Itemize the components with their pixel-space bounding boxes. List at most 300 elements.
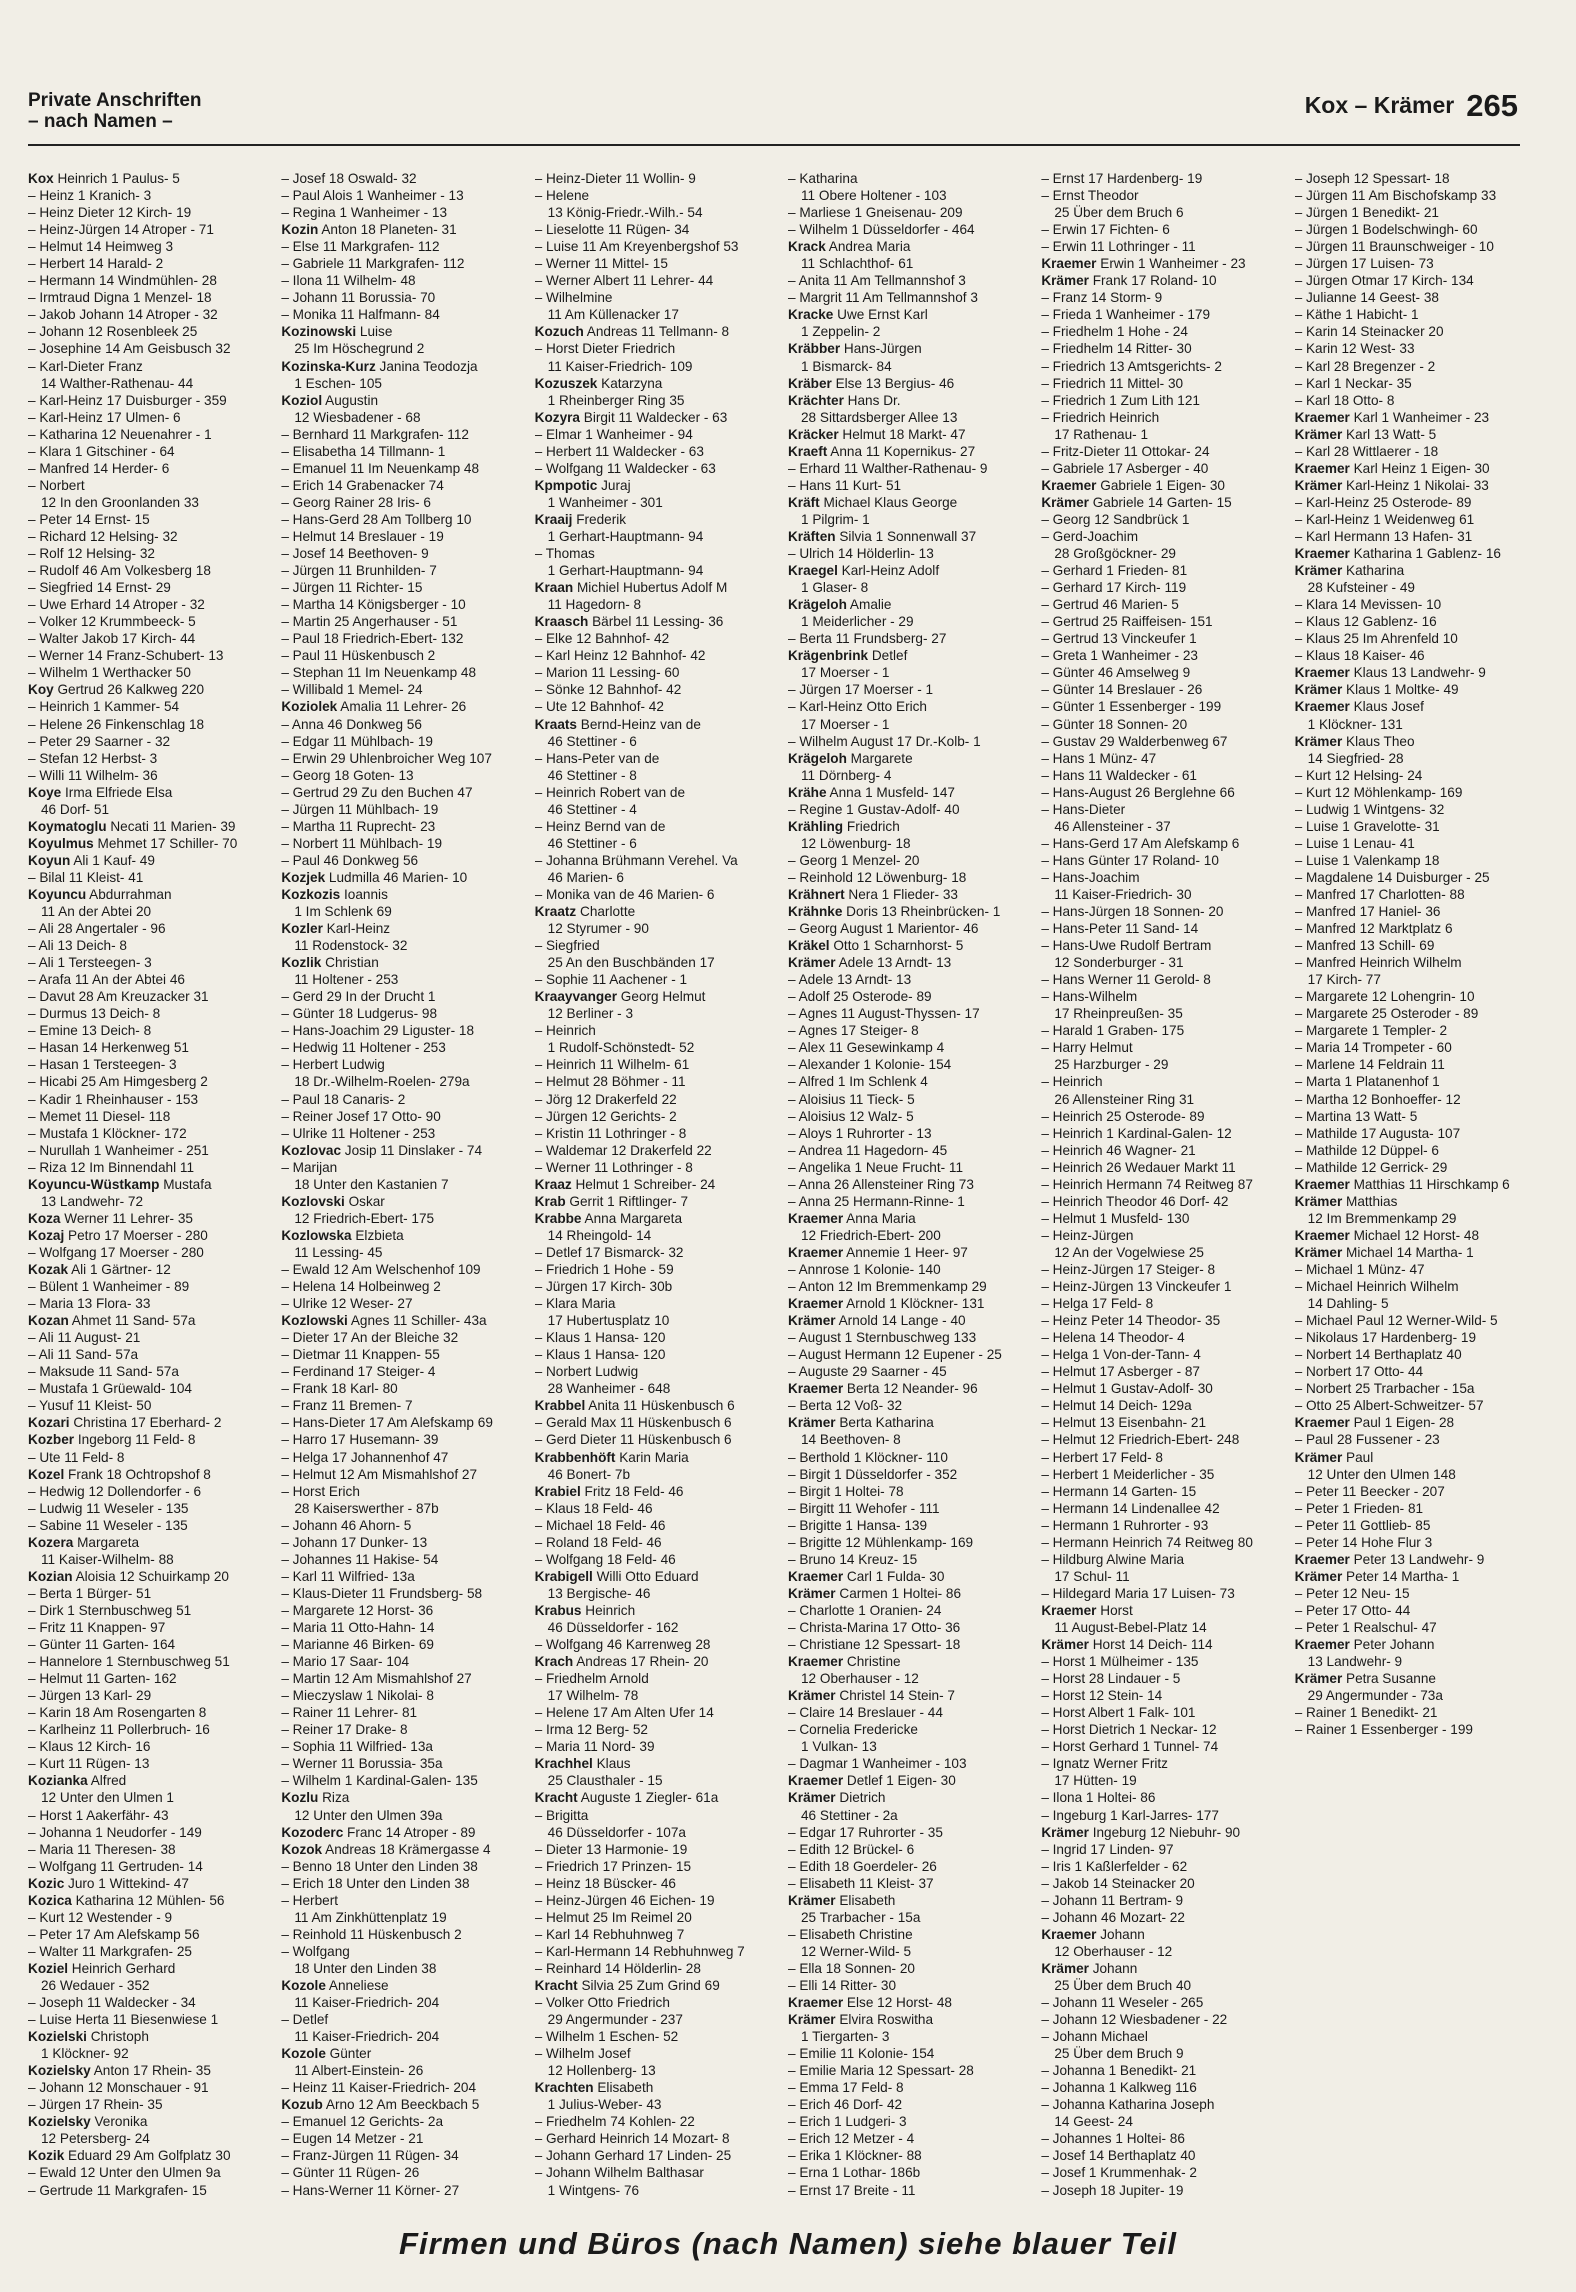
entry-text: Alfred <box>87 1773 127 1789</box>
entry-text: – Birgitt 11 Wehofer - 111 <box>787 1500 940 1516</box>
entry-address-continuation: 18 Unter den Kastanien 7 <box>294 1176 449 1192</box>
directory-entry <box>281 545 512 562</box>
entry-text: – Hans-Dieter <box>1041 801 1126 817</box>
entry-text: Ali 1 Gärtner- 12 <box>68 1262 171 1277</box>
directory-entry <box>28 1755 259 1772</box>
entry-text: – Ali 28 Angertaler - 96 <box>28 921 166 937</box>
directory-entry <box>28 1568 259 1585</box>
directory-entry <box>788 1039 1019 1056</box>
directory-entry <box>28 255 259 272</box>
entry-surname: Kozielski <box>28 2029 87 2045</box>
entry-text: – Hasan 1 Tersteegen- 3 <box>28 1057 177 1073</box>
entry-text: – Hermann 1 Ruhrorter - 93 <box>1041 1517 1209 1533</box>
entry-text: – Paul 18 Canaris- 2 <box>281 1091 406 1107</box>
directory-entry <box>28 409 259 426</box>
entry-text: Annemie 1 Heer- 97 <box>843 1244 968 1260</box>
entry-text: – Stefan 12 Herbst- 3 <box>28 750 158 766</box>
entry-text: – Gertrud 29 Zu den Buchen 47 <box>281 784 473 800</box>
entry-text: Michiel Hubertus Adolf M <box>573 580 728 596</box>
directory-entry <box>281 460 512 477</box>
entry-surname: Krähe <box>787 784 827 800</box>
directory-entry <box>1041 1551 1272 1585</box>
entry-text: – Andrea 11 Hagedorn- 45 <box>787 1142 948 1158</box>
directory-entry <box>281 1431 512 1448</box>
entry-surname: Kozari <box>28 1415 70 1431</box>
directory-entry <box>1295 869 1526 886</box>
entry-text: – Jörg 12 Drakerfeld 22 <box>534 1091 677 1107</box>
directory-entry <box>535 1960 766 1977</box>
entry-text: – Sophia 11 Wilfried- 13a <box>281 1739 433 1755</box>
entry-address-continuation: 1 Im Schlenk 69 <box>294 904 392 920</box>
entry-text: – Emanuel 11 Im Neuenkamp 48 <box>281 460 480 476</box>
directory-entry <box>788 937 1019 954</box>
directory-entry <box>28 716 259 733</box>
directory-entry <box>1041 1278 1272 1295</box>
entry-text: – Ute 12 Bahnhof- 42 <box>534 699 664 715</box>
directory-entry <box>535 1721 766 1738</box>
entry-text: – Manfred 14 Herder- 6 <box>28 460 170 476</box>
entry-address-continuation: 12 Sonderburger - 31 <box>1054 955 1184 971</box>
directory-entry <box>788 1875 1019 1892</box>
directory-entry <box>788 1926 1019 1960</box>
directory-entry <box>28 681 259 698</box>
directory-entry <box>788 170 1019 204</box>
entry-surname: Krämer <box>787 1688 836 1704</box>
directory-entry <box>788 1005 1019 1022</box>
entry-text: – Ludwig 11 Weseler - 135 <box>28 1500 189 1516</box>
entry-text: – Berthold 1 Klöckner- 110 <box>787 1449 948 1465</box>
directory-entry <box>281 698 512 715</box>
entry-text: – Heinrich 1 Kardinal-Galen- 12 <box>1041 1125 1232 1141</box>
entry-text: – Johann 12 Wiesbadener - 22 <box>1041 2012 1228 2028</box>
entry-address-continuation: 1 Zeppelin- 2 <box>800 324 881 340</box>
directory-entry <box>28 306 259 323</box>
entry-address-continuation: 11 Am Zinkhüttenplatz 19 <box>294 1909 447 1925</box>
directory-entry <box>788 2164 1019 2181</box>
entry-text: – Martin 12 Am Mismahlshof 27 <box>281 1671 472 1687</box>
directory-entry <box>1295 358 1526 375</box>
directory-entry <box>1041 1807 1272 1824</box>
directory-entry <box>28 886 259 920</box>
entry-surname: Krämer <box>1294 733 1343 749</box>
entry-text: – Luise 1 Gravelotte- 31 <box>1294 818 1440 834</box>
entry-text: – Margarete 1 Templer- 2 <box>1294 1023 1448 1039</box>
entry-text: – Hans 11 Kurt- 51 <box>787 477 902 493</box>
directory-entry <box>1041 1346 1272 1363</box>
entry-text: – Helga 17 Johannenhof 47 <box>281 1449 449 1465</box>
entry-text: – Elmar 1 Wanheimer - 94 <box>534 426 693 442</box>
entry-address-continuation: 17 Hubertusplatz 10 <box>547 1313 670 1329</box>
directory-entry <box>281 920 512 954</box>
entry-text: – Manfred 13 Schill- 69 <box>1294 938 1435 954</box>
directory-entry <box>535 903 766 937</box>
entry-text: – Maria 14 Trompeter - 60 <box>1294 1040 1452 1056</box>
directory-entry <box>1295 1602 1526 1619</box>
directory-entry <box>1295 1056 1526 1073</box>
entry-text: – Helmut 17 Asberger - 87 <box>1041 1364 1200 1380</box>
entry-text: Hans Dr. <box>843 392 901 408</box>
directory-entry <box>1295 1073 1526 1090</box>
directory-entry <box>788 750 1019 784</box>
entry-text: Peter 13 Landwehr- 9 <box>1349 1551 1485 1567</box>
entry-text: Matthias 11 Hirschkamp 6 <box>1349 1176 1510 1192</box>
entry-surname: Krämer <box>1294 426 1343 442</box>
entry-address-continuation: 12 Oberhauser - 12 <box>800 1671 919 1687</box>
entry-surname: Kozinowski <box>281 324 357 340</box>
entry-text: – Erwin 29 Uhlenbroicher Weg 107 <box>281 750 492 766</box>
entry-text: – Helene 26 Finkenschlag 18 <box>28 716 205 732</box>
entry-text: – Kristin 11 Lothringer - 8 <box>534 1125 687 1141</box>
directory-entry <box>788 477 1019 494</box>
directory-entry <box>1295 221 1526 238</box>
directory-entry <box>1041 340 1272 357</box>
directory-entry <box>1041 460 1272 477</box>
entry-text: Friedrich <box>843 818 900 834</box>
directory-entry <box>1295 1091 1526 1108</box>
entry-address-continuation: 1 Julius-Weber- 43 <box>547 2097 662 2113</box>
entry-text: – Herbert Ludwig <box>281 1057 385 1073</box>
directory-entry <box>281 1261 512 1278</box>
directory-entry <box>788 784 1019 801</box>
directory-entry <box>281 1039 512 1056</box>
entry-text: Karl-Heinz Adolf <box>837 563 940 579</box>
directory-entry <box>28 937 259 954</box>
directory-entry <box>281 596 512 613</box>
entry-address-continuation: 14 Siegfried- 28 <box>1307 750 1404 766</box>
entry-text: – Norbert <box>28 477 85 493</box>
directory-entry <box>535 1704 766 1721</box>
entry-address-continuation: 11 Kaiser-Friedrich- 204 <box>294 1995 440 2011</box>
directory-entry <box>535 1994 766 2028</box>
entry-text: Margarete <box>846 750 913 766</box>
directory-entry <box>28 2113 259 2147</box>
entry-text: – Jürgen 11 Am Bischofskamp 33 <box>1294 188 1497 204</box>
directory-entry <box>281 187 512 204</box>
entry-text: – Norbert 25 Trarbacher - 15a <box>1294 1381 1475 1397</box>
directory-entry <box>788 1176 1019 1193</box>
entry-text: Helmut 18 Markt- 47 <box>838 426 966 442</box>
directory-entry <box>28 1176 259 1210</box>
entry-text: – Horst 28 Lindauer - 5 <box>1041 1671 1181 1687</box>
entry-address-continuation: 12 Wiesbadener - 68 <box>294 409 421 425</box>
directory-entry <box>788 392 1019 426</box>
entry-surname: Krämer <box>1294 682 1343 698</box>
entry-surname: Krämer <box>787 955 836 971</box>
directory-entry <box>281 647 512 664</box>
entry-address-continuation: 1 Eschen- 105 <box>294 375 382 391</box>
entry-text: – Hildegard Maria 17 Luisen- 73 <box>1041 1585 1235 1601</box>
entry-text: – Karl-Hermann 14 Rebhuhnweg 7 <box>534 1943 745 1959</box>
entry-text: – Elisabetha 14 Tillmann- 1 <box>281 443 446 459</box>
directory-entry <box>1041 1142 1272 1159</box>
directory-entry <box>535 1397 766 1414</box>
directory-entry <box>28 238 259 255</box>
entry-text: – Brigitte 12 Mühlenkamp- 169 <box>787 1534 974 1550</box>
entry-text: – Johann 12 Monschauer - 91 <box>28 2080 209 2096</box>
directory-entry <box>281 1653 512 1670</box>
directory-entry <box>1295 630 1526 647</box>
directory-entry <box>535 1056 766 1073</box>
entry-text: – Horst Dieter Friedrich <box>534 341 676 357</box>
entry-surname: Kraemer <box>787 1381 844 1397</box>
entry-text: Christina 17 Eberhard- 2 <box>69 1415 222 1431</box>
directory-entry <box>1295 1363 1526 1380</box>
entry-text: – Klaus 18 Feld- 46 <box>534 1500 653 1516</box>
directory-entry <box>281 1551 512 1568</box>
entry-address-continuation: 25 Über dem Bruch 40 <box>1054 1977 1192 1993</box>
entry-text: – Emilie Maria 12 Spessart- 28 <box>787 2063 974 2079</box>
entry-text: – Anna 25 Hermann-Rinne- 1 <box>787 1193 965 1209</box>
directory-entry <box>788 1636 1019 1653</box>
directory-entry <box>535 1091 766 1108</box>
directory-entry <box>281 306 512 323</box>
entry-text: – Helmut 14 Deich- 129a <box>1041 1398 1192 1414</box>
directory-entry <box>535 1892 766 1909</box>
entry-text: – Ernst 17 Breite - 11 <box>787 2182 916 2198</box>
entry-surname: Kozan <box>28 1313 69 1329</box>
footer-note: Firmen und Büros (nach Namen) siehe blauer Teil <box>399 2226 1177 2261</box>
directory-entry <box>28 204 259 221</box>
directory-entry <box>535 1755 766 1789</box>
entry-text: – Manfred 17 Haniel- 36 <box>1294 904 1441 920</box>
entry-address-continuation: 28 Großgöckner- 29 <box>1054 546 1176 562</box>
directory-entry <box>535 170 766 187</box>
directory-entry <box>28 1005 259 1022</box>
entry-text: – Friedhelm 74 Kohlen- 22 <box>534 2114 695 2130</box>
entry-text: – Michael 1 Münz- 47 <box>1294 1262 1425 1277</box>
entry-text: Petra Susanne <box>1342 1671 1436 1687</box>
entry-text: – Irma 12 Berg- 52 <box>534 1722 648 1738</box>
directory-entry <box>28 613 259 630</box>
entry-address-continuation: 14 Geest- 24 <box>1054 2114 1133 2130</box>
entry-text: – Wilhelm 1 Düsseldorfer - 464 <box>787 222 975 238</box>
entry-surname: Kraemer <box>787 1210 844 1226</box>
entry-text: – Heinrich 25 Osterode- 89 <box>1041 1108 1205 1124</box>
directory-entry <box>1041 1602 1272 1636</box>
directory-entry <box>788 562 1019 596</box>
entry-text: – Eugen 14 Metzer - 21 <box>281 2131 424 2147</box>
entry-address-continuation: 11 Lessing- 45 <box>294 1244 383 1260</box>
section-title-line1: Private Anschriften <box>28 90 202 111</box>
entry-text: – Volker 12 Krummbeeck- 5 <box>28 614 196 630</box>
entry-text: Ali 1 Kauf- 49 <box>70 852 155 868</box>
entry-text: – Willi 11 Wilhelm- 36 <box>28 767 158 783</box>
entry-text: – Mustafa 1 Klöckner- 172 <box>28 1125 187 1141</box>
entry-surname: Kozlovac <box>281 1142 342 1158</box>
entry-text: – Heinz-Jürgen 14 Atroper - 71 <box>28 222 214 238</box>
directory-entry <box>535 784 766 818</box>
entry-text: – Yusuf 11 Kleist- 50 <box>28 1398 152 1414</box>
entry-text: – Heinrich <box>534 1023 596 1039</box>
entry-surname: Kraemer <box>1294 1637 1350 1653</box>
entry-text: – Jürgen 11 Braunschweiger - 10 <box>1294 239 1494 255</box>
entry-text: – Wilhelm August 17 Dr.-Kolb- 1 <box>787 733 981 749</box>
directory-entry <box>788 954 1019 971</box>
entry-surname: Kräft <box>787 494 820 510</box>
entry-surname: Kozole <box>281 2046 326 2062</box>
directory-entry <box>535 2079 766 2113</box>
entry-text: – Nikolaus 17 Hardenberg- 19 <box>1294 1330 1476 1346</box>
directory-entry <box>1041 1227 1272 1261</box>
directory-entry <box>535 2164 766 2198</box>
entry-text: – Karl 28 Wittlaerer - 18 <box>1294 443 1439 459</box>
directory-entry <box>28 460 259 477</box>
directory-entry <box>788 1977 1019 1994</box>
entry-text: – Horst 1 Aakerfähr- 43 <box>28 1807 169 1823</box>
entry-text: – Heinrich 1 Kammer- 54 <box>28 699 180 715</box>
entry-address-continuation: 13 König-Friedr.-Wilh.- 54 <box>547 205 703 221</box>
directory-entry <box>281 716 512 733</box>
entry-surname: Krägenbrink <box>787 648 869 664</box>
entry-text: – Reinhold 11 Hüskenbusch 2 <box>281 1926 462 1942</box>
directory-entry <box>281 1534 512 1551</box>
entry-text: – Hans-Joachim 29 Liguster- 18 <box>281 1023 475 1039</box>
entry-text: – Gertrude 11 Markgrafen- 15 <box>28 2182 207 2198</box>
entry-text: Detlef <box>868 648 908 664</box>
entry-text: – Norbert 17 Otto- 44 <box>1294 1364 1424 1380</box>
entry-text: – Marion 11 Lessing- 60 <box>534 665 680 681</box>
directory-entry <box>1041 1466 1272 1483</box>
entry-surname: Koziel <box>28 1960 69 1976</box>
entry-text: – Fritz 11 Knappen- 97 <box>28 1619 166 1635</box>
entry-surname: Koy <box>28 682 54 698</box>
entry-text: Oskar <box>344 1193 385 1209</box>
directory-entry <box>28 2011 259 2028</box>
entry-text: – Ernst 17 Hardenberg- 19 <box>1041 171 1203 186</box>
entry-text: – Birgit 1 Düsseldorfer - 352 <box>787 1466 958 1482</box>
entry-text: – Günter 18 Ludgerus- 98 <box>281 1006 438 1022</box>
entry-surname: Kozlovski <box>281 1193 345 1209</box>
entry-surname: Kozel <box>28 1466 65 1482</box>
entry-text: Veronika <box>90 2114 148 2130</box>
entry-text: – Erhard 11 Walther-Rathenau- 9 <box>787 460 988 476</box>
entry-text: – Johann 46 Ahorn- 5 <box>281 1517 412 1533</box>
entry-address-continuation: 12 Friedrich-Ebert- 200 <box>800 1227 941 1243</box>
entry-text: Irma Elfriede Elsa <box>61 784 173 800</box>
entry-text: Petro 17 Moerser - 280 <box>64 1227 208 1243</box>
entry-text: – Joseph 11 Waldecker - 34 <box>28 1995 196 2011</box>
directory-entry <box>281 1056 512 1090</box>
directory-entry <box>1041 1534 1272 1551</box>
directory-entry <box>28 1483 259 1500</box>
directory-entry <box>788 2045 1019 2062</box>
entry-surname: Krämer <box>1041 1960 1089 1976</box>
entry-text: – Wolfgang 18 Feld- 46 <box>534 1551 676 1567</box>
directory-entry <box>535 1022 766 1056</box>
entry-text: – Arafa 11 An der Abtei 46 <box>28 972 185 988</box>
entry-address-continuation: 46 Stettiner - 8 <box>547 767 637 783</box>
directory-entry <box>535 1142 766 1159</box>
entry-text: – Dieter 17 An der Bleiche 32 <box>281 1330 459 1346</box>
entry-surname: Kozinska-Kurz <box>281 358 376 374</box>
directory-entry <box>788 1244 1019 1261</box>
directory-entry <box>535 1977 766 1994</box>
entry-text: – Rolf 12 Helsing- 32 <box>28 546 155 562</box>
entry-surname: Krabbe <box>534 1210 582 1226</box>
entry-text: – Margarete 25 Osteroder - 89 <box>1294 1006 1479 1022</box>
entry-text: – Hans-Peter van de <box>534 750 660 766</box>
entry-surname: Krämer <box>1294 1244 1343 1260</box>
directory-entry <box>788 2079 1019 2096</box>
entry-text: – Horst Albert 1 Falk- 101 <box>1041 1705 1196 1721</box>
directory-entry <box>281 1858 512 1875</box>
entry-text: – Martha 14 Königsberger - 10 <box>281 597 466 613</box>
directory-entry <box>1295 1193 1526 1227</box>
directory-entry <box>1295 392 1526 409</box>
directory-entry <box>1041 323 1272 340</box>
entry-text: – Horst 12 Stein- 14 <box>1041 1688 1163 1704</box>
entry-text: – Karl-Heinz Otto Erich <box>787 699 927 715</box>
entry-text: – Karin 14 Steinacker 20 <box>1294 324 1444 340</box>
directory-entry <box>281 1193 512 1227</box>
entry-surname: Kraats <box>534 716 577 732</box>
entry-text: – Hildburg Alwine Maria <box>1041 1551 1185 1567</box>
entry-text: – Jürgen Otmar 17 Kirch- 134 <box>1294 273 1474 289</box>
entry-text: – Otto 25 Albert-Schweitzer- 57 <box>1294 1398 1484 1414</box>
entry-text: – Kurt 12 Westender - 9 <box>28 1909 173 1925</box>
directory-entry <box>1041 1397 1272 1414</box>
entry-text: – Helene 17 Am Alten Ufer 14 <box>534 1705 714 1721</box>
directory-entry <box>1041 1721 1272 1738</box>
directory-entry <box>1041 596 1272 613</box>
entry-text: – Klaus 1 Hansa- 120 <box>534 1347 666 1363</box>
directory-entry <box>1041 784 1272 801</box>
directory-entry <box>788 204 1019 221</box>
entry-surname: Kozber <box>28 1432 75 1448</box>
entry-text: – Klaus 12 Gablenz- 16 <box>1294 614 1437 630</box>
directory-entry <box>788 443 1019 460</box>
directory-entry <box>281 2164 512 2181</box>
entry-text: – Bruno 14 Kreuz- 15 <box>787 1551 918 1567</box>
directory-entry <box>1295 664 1526 681</box>
entry-text: Frank 18 Ochtropshof 8 <box>64 1466 211 1482</box>
entry-text: – Klaus 12 Kirch- 16 <box>28 1739 151 1755</box>
entry-text: – Peter 12 Neu- 15 <box>1294 1585 1410 1601</box>
directory-entry <box>788 971 1019 988</box>
entry-text: Bernd-Heinz van de <box>576 716 701 732</box>
entry-surname: Kozoderc <box>281 1824 344 1840</box>
directory-entry <box>788 647 1019 681</box>
entry-text: – Gerhard 1 Frieden- 81 <box>1041 563 1188 579</box>
entry-address-continuation: 46 Dorf- 51 <box>41 801 110 817</box>
entry-text: – Klaus 18 Kaiser- 46 <box>1294 648 1425 664</box>
directory-entry <box>1295 1329 1526 1346</box>
entry-text: Uwe Ernst Karl <box>833 307 928 323</box>
entry-text: Ingeborg 11 Feld- 8 <box>74 1432 196 1448</box>
entry-text: – Klaus 1 Hansa- 120 <box>534 1330 666 1346</box>
directory-entry <box>1295 835 1526 852</box>
entry-address-continuation: 26 Allensteiner Ring 31 <box>1054 1091 1195 1107</box>
directory-entry <box>281 1568 512 1585</box>
directory-entry <box>1295 545 1526 562</box>
directory-entry <box>281 2011 512 2045</box>
entry-text: – Günter 14 Breslauer - 26 <box>1041 682 1203 698</box>
directory-entry <box>28 1346 259 1363</box>
entry-text: – Helmut 13 Eisenbahn- 21 <box>1041 1415 1207 1431</box>
entry-text: Augustin <box>322 392 379 408</box>
directory-entry <box>1295 1039 1526 1056</box>
directory-entry <box>1041 1483 1272 1500</box>
entry-surname: Kraayvanger <box>534 989 618 1005</box>
entry-surname: Kozler <box>281 921 323 937</box>
entry-text: – Wolfgang 46 Karrenweg 28 <box>534 1637 711 1653</box>
entry-text: – Heinz-Jürgen 17 Steiger- 8 <box>1041 1262 1216 1277</box>
directory-entry <box>788 1466 1019 1483</box>
entry-text: – Wilhelm 1 Werthacker 50 <box>28 665 191 681</box>
directory-entry <box>28 272 259 289</box>
entry-text: Michael 12 Horst- 48 <box>1349 1227 1480 1243</box>
entry-address-continuation: 12 Löwenburg- 18 <box>800 835 911 851</box>
